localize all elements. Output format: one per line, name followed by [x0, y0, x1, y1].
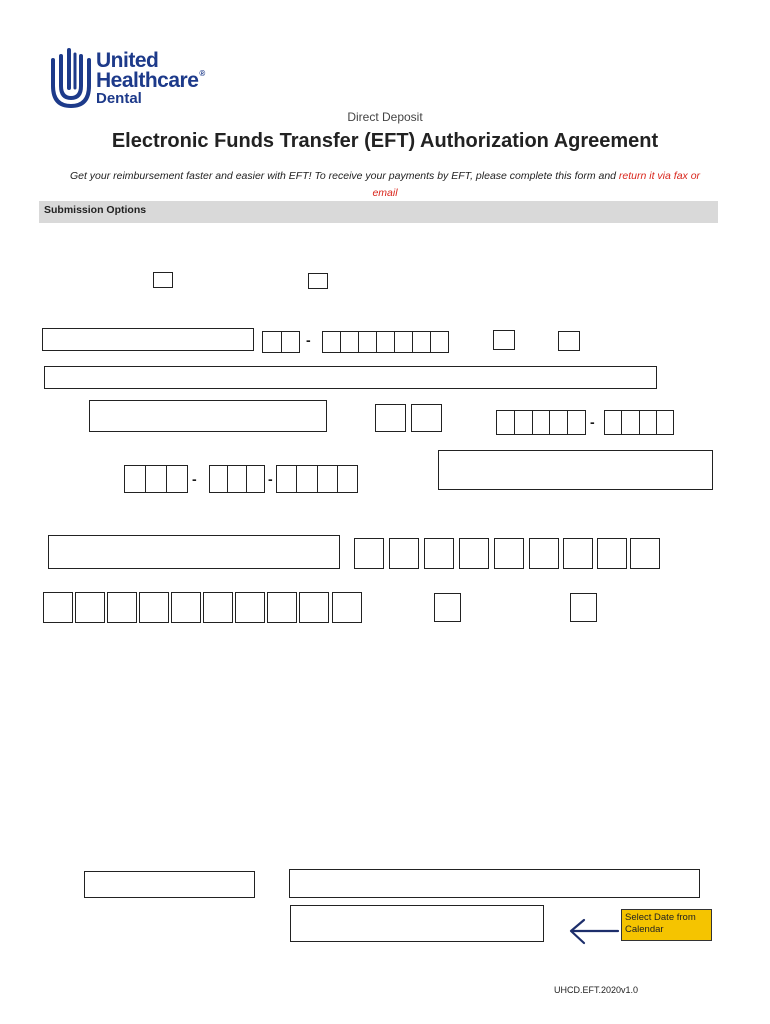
routing-number-digit-9[interactable] — [630, 538, 660, 569]
united-healthcare-logo-icon — [50, 48, 92, 110]
logo-text-dental: Dental — [96, 90, 142, 107]
address-field[interactable] — [44, 366, 657, 389]
zip-code-field[interactable] — [496, 410, 586, 435]
account-number-digit-3[interactable] — [107, 592, 137, 623]
account-number-digit-4[interactable] — [139, 592, 169, 623]
section-label-submission-options: Submission Options — [44, 204, 147, 216]
phone-area-code-field[interactable] — [124, 465, 188, 493]
state-field-char-2[interactable] — [411, 404, 442, 432]
account-type-checking-checkbox[interactable] — [434, 593, 461, 622]
account-number-digit-5[interactable] — [171, 592, 201, 623]
tax-id-dash: - — [306, 332, 311, 348]
account-number-digit-9[interactable] — [299, 592, 329, 623]
left-arrow-icon — [566, 918, 620, 946]
phone-line-field[interactable] — [276, 465, 358, 493]
state-field-char-1[interactable] — [375, 404, 406, 432]
zip-plus-four-field[interactable] — [604, 410, 674, 435]
logo-text-healthcare: Healthcare® — [96, 69, 205, 92]
date-picker-tooltip: Select Date from Calendar — [621, 909, 712, 941]
routing-number-digit-8[interactable] — [597, 538, 627, 569]
logo-text-united: United — [96, 49, 159, 72]
account-number-digit-8[interactable] — [267, 592, 297, 623]
phone-dash-2: - — [268, 471, 273, 487]
tax-id-type-checkbox-2[interactable] — [558, 331, 580, 351]
routing-number-digit-3[interactable] — [424, 538, 454, 569]
submission-option-checkbox-1[interactable] — [153, 272, 173, 288]
routing-number-digit-4[interactable] — [459, 538, 489, 569]
phone-dash-1: - — [192, 471, 197, 487]
signature-field[interactable] — [289, 869, 700, 898]
account-type-savings-checkbox[interactable] — [570, 593, 597, 622]
page-subtitle: Direct Deposit — [347, 110, 423, 124]
intro-highlight: return it via fax or email — [372, 170, 701, 199]
account-number-digit-7[interactable] — [235, 592, 265, 623]
tax-id-type-checkbox-1[interactable] — [493, 330, 515, 350]
form-id: UHCD.EFT.2020v1.0 — [554, 985, 639, 995]
routing-number-digit-1[interactable] — [354, 538, 384, 569]
tax-id-prefix-field[interactable] — [262, 331, 300, 353]
signature-date-field[interactable] — [290, 905, 544, 942]
routing-number-digit-2[interactable] — [389, 538, 419, 569]
tax-id-suffix-field[interactable] — [322, 331, 449, 353]
bank-name-field[interactable] — [48, 535, 340, 569]
account-number-digit-1[interactable] — [43, 592, 73, 623]
provider-name-field[interactable] — [42, 328, 254, 351]
intro-text: Get your reimbursement faster and easier with EFT! To receive your payments by EFT, please complete this form and return it via fax or email — [69, 170, 701, 199]
routing-number-digit-5[interactable] — [494, 538, 524, 569]
routing-number-digit-7[interactable] — [563, 538, 593, 569]
signature-initials-field[interactable] — [84, 871, 255, 898]
zip-dash: - — [590, 414, 595, 430]
city-field[interactable] — [89, 400, 327, 432]
submission-option-checkbox-2[interactable] — [308, 273, 328, 289]
account-number-digit-10[interactable] — [332, 592, 362, 623]
phone-prefix-field[interactable] — [209, 465, 265, 493]
email-field[interactable] — [438, 450, 713, 490]
page-title: Electronic Funds Transfer (EFT) Authorization Agreement — [111, 130, 659, 152]
account-number-digit-2[interactable] — [75, 592, 105, 623]
account-number-digit-6[interactable] — [203, 592, 233, 623]
routing-number-digit-6[interactable] — [529, 538, 559, 569]
